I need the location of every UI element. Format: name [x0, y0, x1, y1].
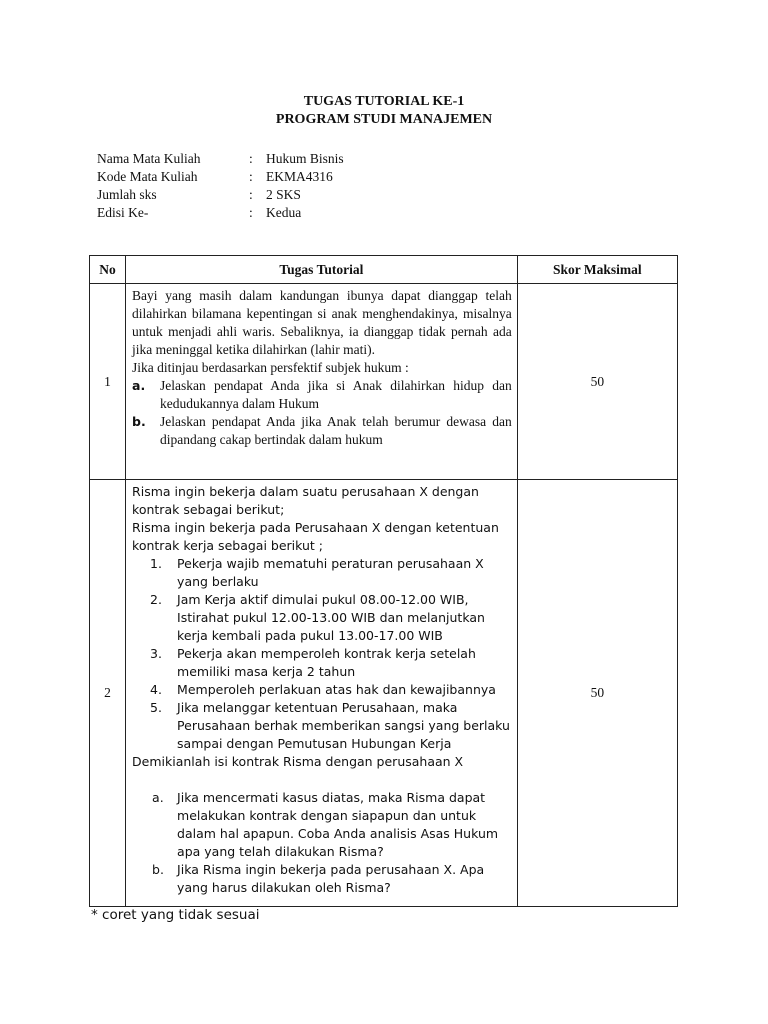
task-intro: Risma ingin bekerja dalam suatu perusahaan X dengan kontrak sebagai berikut; — [132, 484, 479, 517]
table-header-row — [90, 256, 678, 284]
meta-value-course-name: Hukum Bisnis — [266, 151, 344, 166]
meta-value-edition: Kedua — [266, 205, 302, 220]
list-item-text: Jelaskan pendapat Anda jika Anak telah berumur dewasa dan dipandang cakap bertindak dalam hukum — [160, 414, 512, 447]
list-item — [132, 377, 512, 413]
task-cell — [126, 480, 518, 907]
list-item — [132, 699, 512, 753]
header-task: Tugas Tutorial — [126, 256, 518, 284]
task-intro: Bayi yang masih dalam kandungan ibunya dapat dianggap telah dilahirkan bilamana kepentingan si anak menghendakinya, misalnya untuk menjadi ahli waris. Sebaliknya, ia dianggap tidak pernah ada jika meninggal ketika dilahirkan (lahir mati). — [132, 288, 512, 357]
task-closing: Demikianlah isi kontrak Risma dengan perusahaan X — [132, 754, 464, 769]
list-item-text: Jika Risma ingin bekerja pada perusahaan X. Apa yang harus dilakukan oleh Risma? — [177, 862, 485, 895]
list-item-text: Jika melanggar ketentuan Perusahaan, maka Perusahaan berhak memberikan sangsi yang berlaku sampai dengan Pemutusan Hubungan Kerja — [177, 700, 510, 751]
header-no: No — [90, 256, 126, 284]
question-list — [132, 789, 512, 897]
list-item-text: Pekerja akan memperoleh kontrak kerja setelah memiliki masa kerja 2 tahun — [177, 646, 476, 679]
list-item-text: Jelaskan pendapat Anda jika si Anak dilahirkan hidup dan kedudukannya dalam Hukum — [160, 378, 512, 411]
meta-label-edition: Edisi Ke- — [97, 205, 149, 220]
table-row — [90, 284, 678, 480]
meta-value-credits: 2 SKS — [266, 187, 301, 202]
task-lead: Jika ditinjau berdasarkan persfektif subjek hukum : — [132, 360, 409, 375]
tutorial-task-table — [89, 255, 678, 907]
row-number: 2 — [90, 480, 126, 907]
list-item-text: Pekerja wajib mematuhi peraturan perusahaan X yang berlaku — [177, 556, 484, 589]
task-cell — [126, 284, 518, 480]
list-marker: a. — [132, 378, 146, 393]
list-item — [132, 555, 512, 591]
meta-colon: : — [249, 169, 253, 184]
title-line-2: PROGRAM STUDI MANAJEMEN — [275, 112, 493, 127]
meta-label-course-code: Kode Mata Kuliah — [97, 169, 198, 184]
list-marker: 4. — [150, 682, 162, 697]
list-item — [132, 789, 512, 861]
list-marker: 2. — [150, 592, 162, 607]
list-item — [132, 861, 512, 897]
list-item — [132, 591, 512, 645]
footnote: * coret yang tidak sesuai — [91, 907, 260, 923]
list-marker: b. — [152, 862, 164, 877]
list-marker: a. — [152, 790, 164, 805]
list-marker: b. — [132, 414, 146, 429]
meta-value-course-code: EKMA4316 — [266, 169, 333, 184]
list-item — [132, 681, 512, 699]
title-line-1: TUGAS TUTORIAL KE-1 — [303, 94, 465, 109]
list-item-text: Jam Kerja aktif dimulai pukul 08.00-12.00 WIB, Istirahat pukul 12.00-13.00 WIB dan melanjutkan kerja kembali pada pukul 13.00-17.00 WIB — [177, 592, 485, 643]
max-score: 50 — [517, 480, 677, 907]
max-score: 50 — [517, 284, 677, 480]
meta-colon: : — [249, 151, 253, 166]
task-intro-2: Risma ingin bekerja pada Perusahaan X dengan ketentuan kontrak kerja sebagai berikut ; — [132, 520, 499, 553]
meta-label-credits: Jumlah sks — [97, 187, 157, 202]
list-item-text: Jika mencermati kasus diatas, maka Risma dapat melakukan kontrak dengan siapapun dan untuk dalam hal apapun. Coba Anda analisis Asas Hukum apa yang telah dilakukan Risma? — [177, 790, 499, 859]
list-item-text: Memperoleh perlakuan atas hak dan kewajibannya — [177, 682, 496, 697]
row-number: 1 — [90, 284, 126, 480]
meta-label-course-name: Nama Mata Kuliah — [97, 151, 201, 166]
header-score: Skor Maksimal — [517, 256, 677, 284]
meta-colon: : — [249, 205, 253, 220]
contract-terms-list — [132, 555, 512, 753]
list-item — [132, 645, 512, 681]
list-marker: 3. — [150, 646, 162, 661]
list-marker: 1. — [150, 556, 162, 571]
table-row — [90, 480, 678, 907]
list-marker: 5. — [150, 700, 162, 715]
list-item — [132, 413, 512, 449]
meta-colon: : — [249, 187, 253, 202]
